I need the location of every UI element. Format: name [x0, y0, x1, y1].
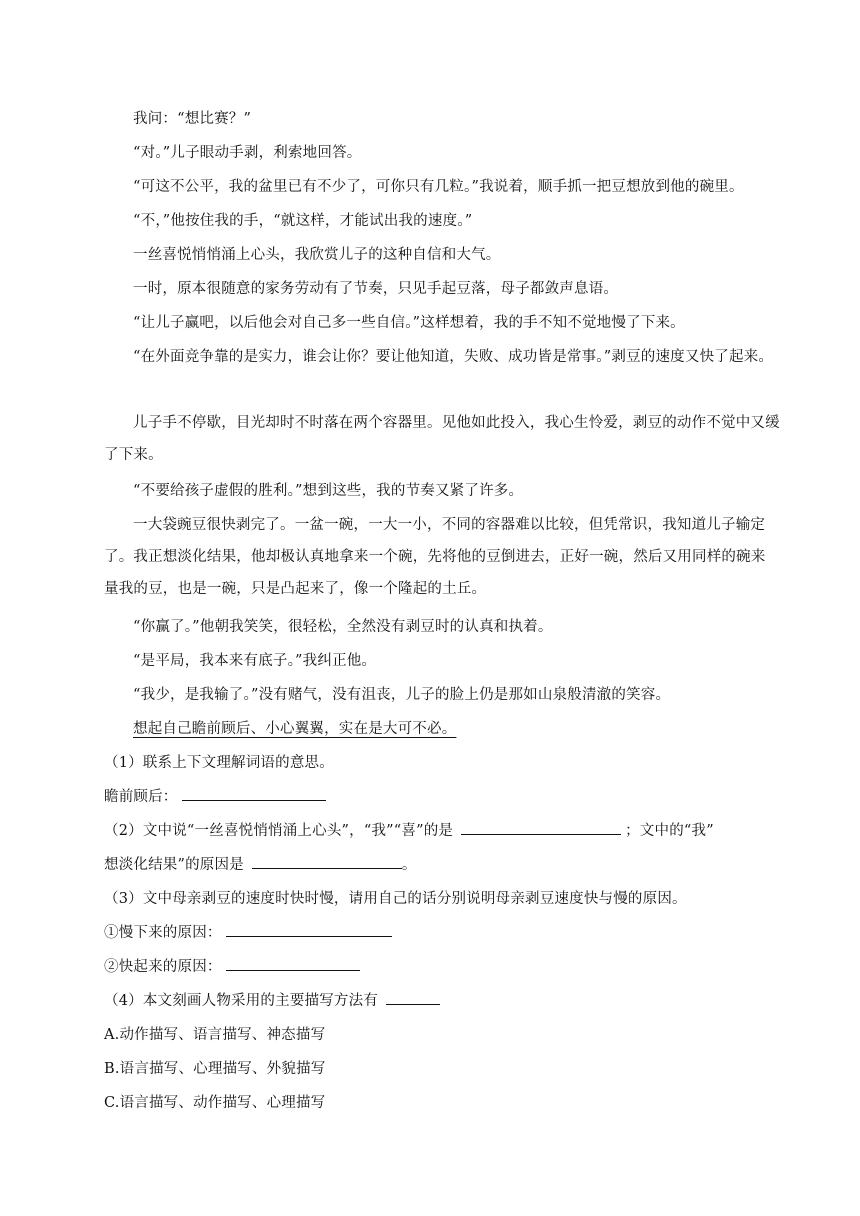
question-1-word: 瞻前顾后： [104, 789, 178, 805]
question-4 [104, 985, 780, 1017]
passage-paragraph: 一时，原本很随意的家务劳动有了节奏，只见手起豆落，母子都敛声息语。 [133, 281, 619, 297]
question-2 [104, 815, 780, 847]
question-2-text-d: 。 [401, 857, 417, 873]
question-3-part-1 [104, 917, 780, 949]
passage-paragraph: “是平局，我本来有底子。”我纠正他。 [133, 653, 377, 669]
question-2-cont [104, 849, 780, 881]
question-1: （1）联系上下文理解词语的意思。 [104, 755, 334, 771]
answer-blank[interactable] [226, 956, 360, 971]
passage-paragraph: 一大袋豌豆很快剥完了。一盆一碗，一大一小，不同的容器难以比较，但凭常识，我知道儿子输定了。我正想淡化结果，他却极认真地拿来一个碗，先将他的豆倒进去，正好一碗，然后又用同样的碗来量我的豆，也是一碗，只是凸起来了，像一个隆起的土丘。 [104, 517, 766, 597]
option-c[interactable]: C.语言描写、动作描写、心理描写 [104, 1095, 326, 1111]
answer-blank[interactable] [182, 786, 326, 801]
question-2-text-c: 想淡化结果”的原因是 [104, 857, 244, 873]
question-4-text: （4）本文刻画人物采用的主要描写方法有 [104, 993, 379, 1009]
answer-blank[interactable] [252, 854, 402, 869]
underlined-sentence [104, 713, 780, 745]
passage-paragraph: “我少，是我输了。”没有赌气，没有沮丧，儿子的脸上仍是那如山泉般清澈的笑容。 [133, 687, 671, 703]
passage-paragraph: “在外面竞争靠的是实力，谁会让你？要让他知道，失败、成功皆是常事。”剥豆的速度又快了起来。 [133, 349, 774, 365]
passage-paragraph: “不要给孩子虚假的胜利。”想到这些，我的节奏又紧了许多。 [133, 483, 524, 499]
passage-paragraph: “让儿子赢吧，以后他会对自己多一些自信。”这样想着，我的手不知不觉地慢了下来。 [133, 315, 685, 331]
passage-paragraph: 一丝喜悦悄悄涌上心头，我欣赏儿子的这种自信和大气。 [133, 247, 501, 263]
question-3-part-2 [104, 951, 780, 983]
passage-paragraph: 儿子手不停歇，目光却时不时落在两个容器里。见他如此投入，我心生怜爱，剥豆的动作不觉中又缓了下来。 [104, 415, 780, 463]
answer-blank[interactable] [386, 990, 440, 1005]
option-a[interactable]: A.动作描写、语言描写、神态描写 [104, 1027, 326, 1043]
passage-paragraph: “你赢了。”他朝我笑笑，很轻松，全然没有剥豆时的认真和执着。 [133, 619, 553, 635]
question-3-part-2-label: ②快起来的原因： [104, 959, 222, 975]
question-2-text-b: ；文中的“我” [625, 823, 714, 839]
question-2-text-a: （2）文中说“一丝喜悦悄悄涌上心头”，“我”“喜”的是 [104, 823, 454, 839]
underlined-text: 想起自己瞻前顾后、小心翼翼，实在是大可不必。 [133, 721, 457, 737]
question-3-part-1-label: ①慢下来的原因： [104, 925, 222, 941]
answer-blank[interactable] [226, 922, 392, 937]
question-3: （3）文中母亲剥豆的速度时快时慢，请用自己的话分别说明母亲剥豆速度快与慢的原因。 [104, 891, 687, 907]
passage-paragraph: “可这不公平，我的盆里已有不少了，可你只有几粒。”我说着，顺手抓一把豆想放到他的碗里。 [133, 179, 744, 195]
option-b[interactable]: B.语言描写、心理描写、外貌描写 [104, 1061, 326, 1077]
answer-blank[interactable] [461, 820, 621, 835]
passage-paragraph: “对。”儿子眼动手剥，利索地回答。 [133, 145, 362, 161]
passage-paragraph: 我问：“想比赛？” [133, 111, 252, 127]
passage-paragraph: “不，”他按住我的手，“就这样，才能试出我的速度。” [133, 213, 473, 229]
question-1-answer-line [104, 781, 780, 813]
